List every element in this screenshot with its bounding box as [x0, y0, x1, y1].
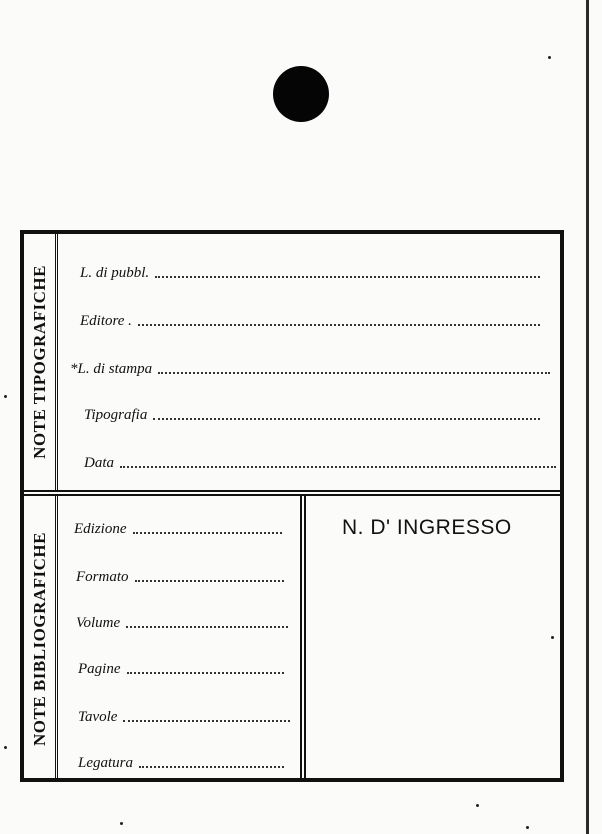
dotted-line: [120, 460, 556, 468]
field-label: Editore .: [80, 313, 132, 329]
side-column-tipografiche: [24, 234, 58, 490]
dotted-line: [127, 666, 285, 674]
field-tipografia: [84, 402, 540, 424]
dotted-line: [126, 620, 288, 628]
field-label: Volume: [76, 615, 121, 631]
dotted-line: [153, 412, 540, 420]
dotted-line: [135, 574, 285, 582]
ingresso-label: N. D' INGRESSO: [342, 516, 512, 539]
speck: [476, 804, 479, 807]
field-luogo-stampa: [70, 356, 550, 378]
field-editore: [80, 308, 540, 330]
field-label: Legatura: [78, 755, 134, 771]
punch-hole: [273, 66, 329, 122]
field-volume: [76, 610, 288, 632]
speck: [4, 395, 7, 398]
field-label: Data: [84, 455, 114, 471]
catalog-card: [20, 230, 564, 782]
field-luogo-pubblicazione: [80, 260, 540, 282]
field-label: Pagine: [78, 661, 121, 677]
page-right-edge: [586, 0, 589, 834]
field-label: L. di pubbl.: [80, 265, 150, 281]
dotted-line: [158, 366, 550, 374]
dotted-line: [155, 270, 540, 278]
field-edizione: [74, 516, 282, 538]
speck: [551, 636, 554, 639]
side-label-bibliografiche: NOTE BIBLIOGRAFICHE: [29, 531, 49, 746]
field-label: *L. di stampa: [70, 361, 153, 377]
field-pagine: [78, 656, 284, 678]
dotted-line: [133, 526, 283, 534]
field-label: Edizione: [74, 521, 127, 537]
field-legatura: [78, 750, 284, 772]
field-label: Formato: [76, 569, 129, 585]
side-column-bibliografiche: [24, 496, 58, 782]
side-label-tipografiche: NOTE TIPOGRAFICHE: [29, 265, 49, 459]
field-formato: [76, 564, 284, 586]
field-label: Tavole: [78, 709, 118, 725]
field-label: Tipografia: [84, 407, 148, 423]
horizontal-divider: [24, 490, 560, 496]
dotted-line: [138, 318, 540, 326]
speck: [548, 56, 551, 59]
dotted-line: [123, 714, 290, 722]
speck: [4, 746, 7, 749]
field-tavole: [78, 704, 290, 726]
vertical-divider: [300, 496, 306, 778]
speck: [526, 826, 529, 829]
dotted-line: [139, 760, 284, 768]
speck: [120, 822, 123, 825]
field-data: [84, 450, 556, 472]
